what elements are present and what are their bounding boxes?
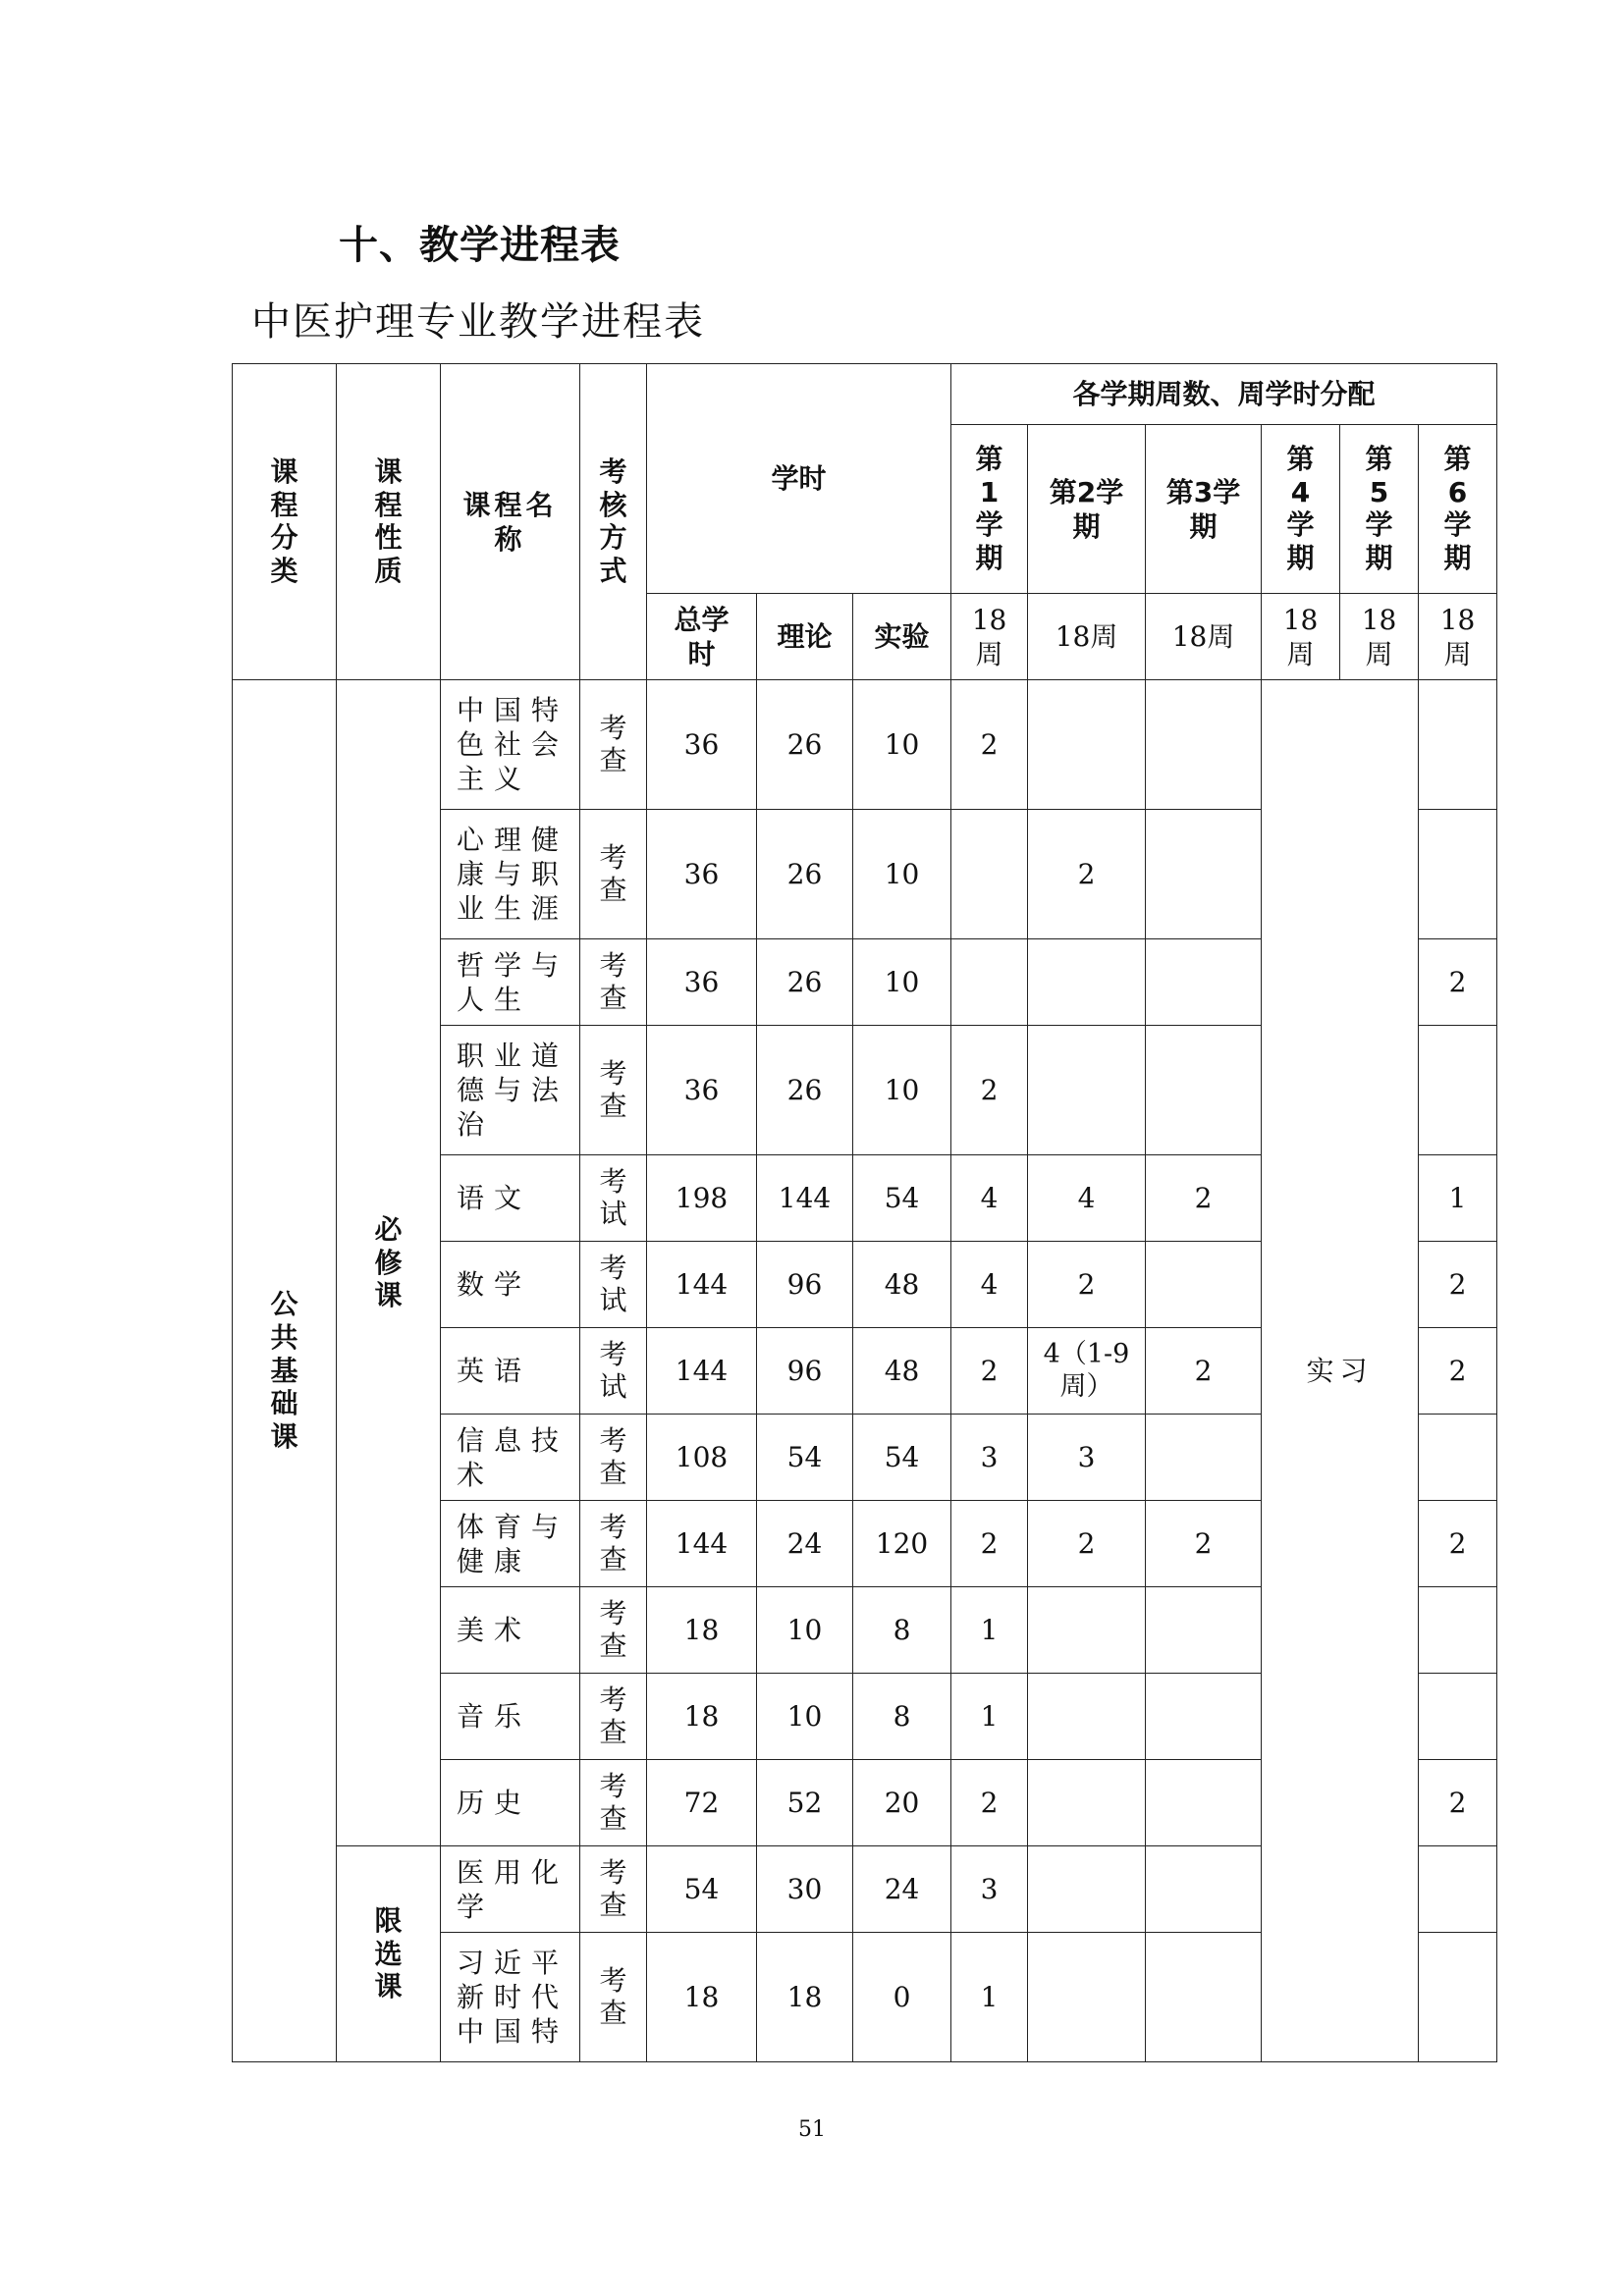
sem6-hours xyxy=(1419,1026,1497,1155)
sem6-hours: 2 xyxy=(1419,1501,1497,1587)
total-hours: 36 xyxy=(647,939,757,1026)
sem1-hours: 3 xyxy=(951,1415,1028,1501)
sem1-hours: 2 xyxy=(951,1760,1028,1846)
total-hours: 144 xyxy=(647,1328,757,1415)
sem3-hours xyxy=(1146,1760,1262,1846)
sem2-hours: 3 xyxy=(1028,1415,1146,1501)
category-cell: 公共基础课 xyxy=(233,680,337,2062)
experiment-hours: 10 xyxy=(853,1026,951,1155)
sem6-hours xyxy=(1419,810,1497,939)
exam-method: 考查 xyxy=(580,1415,647,1501)
sem6-hours: 2 xyxy=(1419,1760,1497,1846)
experiment-hours: 10 xyxy=(853,680,951,810)
sem3-hours xyxy=(1146,1415,1262,1501)
theory-hours: 30 xyxy=(757,1846,853,1933)
header-sem5: 第5学期 xyxy=(1340,425,1419,594)
header-sem6: 第6学期 xyxy=(1419,425,1497,594)
exam-method: 考查 xyxy=(580,1933,647,2062)
theory-hours: 10 xyxy=(757,1587,853,1674)
total-hours: 144 xyxy=(647,1501,757,1587)
theory-hours: 54 xyxy=(757,1415,853,1501)
theory-hours: 26 xyxy=(757,1026,853,1155)
header-sem1: 第1学期 xyxy=(951,425,1028,594)
theory-hours: 24 xyxy=(757,1501,853,1587)
course-name: 医用化学 xyxy=(441,1846,580,1933)
course-name: 哲学与人生 xyxy=(441,939,580,1026)
total-hours: 18 xyxy=(647,1587,757,1674)
course-name: 历史 xyxy=(441,1760,580,1846)
course-name: 信息技术 xyxy=(441,1415,580,1501)
total-hours: 18 xyxy=(647,1674,757,1760)
sem2-hours xyxy=(1028,1760,1146,1846)
page-number: 51 xyxy=(798,2117,826,2142)
table-title: 中医护理专业教学进程表 xyxy=(251,299,705,345)
sem6-hours xyxy=(1419,1933,1497,2062)
exam-method: 考查 xyxy=(580,1501,647,1587)
exam-method: 考查 xyxy=(580,1587,647,1674)
sem1-hours: 1 xyxy=(951,1674,1028,1760)
course-name: 语文 xyxy=(441,1155,580,1242)
sem1-hours xyxy=(951,939,1028,1026)
course-name: 职业道德与法治 xyxy=(441,1026,580,1155)
theory-hours: 144 xyxy=(757,1155,853,1242)
experiment-hours: 120 xyxy=(853,1501,951,1587)
sem3-hours xyxy=(1146,1587,1262,1674)
sem6-hours xyxy=(1419,1587,1497,1674)
sem6-hours: 2 xyxy=(1419,1328,1497,1415)
sem2-hours: 2 xyxy=(1028,1501,1146,1587)
sem2-hours: 2 xyxy=(1028,810,1146,939)
sem2-hours: 4 xyxy=(1028,1155,1146,1242)
total-hours: 36 xyxy=(647,810,757,939)
sem1-hours: 3 xyxy=(951,1846,1028,1933)
total-hours: 198 xyxy=(647,1155,757,1242)
experiment-hours: 54 xyxy=(853,1415,951,1501)
header-sem4-weeks: 18周 xyxy=(1262,594,1340,680)
experiment-hours: 48 xyxy=(853,1242,951,1328)
course-name: 中国特色社会主义 xyxy=(441,680,580,810)
sem1-hours: 4 xyxy=(951,1242,1028,1328)
nature-required-cell: 必修课 xyxy=(337,680,441,1846)
experiment-hours: 24 xyxy=(853,1846,951,1933)
sem3-hours xyxy=(1146,1846,1262,1933)
header-sem3: 第3学期 xyxy=(1146,425,1262,594)
total-hours: 54 xyxy=(647,1846,757,1933)
sem3-hours xyxy=(1146,1026,1262,1155)
sem3-hours xyxy=(1146,810,1262,939)
theory-hours: 18 xyxy=(757,1933,853,2062)
exam-method: 考试 xyxy=(580,1155,647,1242)
total-hours: 36 xyxy=(647,680,757,810)
sem2-hours: 2 xyxy=(1028,1242,1146,1328)
theory-hours: 26 xyxy=(757,680,853,810)
sem2-hours xyxy=(1028,1674,1146,1760)
course-name: 音乐 xyxy=(441,1674,580,1760)
course-name: 数学 xyxy=(441,1242,580,1328)
theory-hours: 52 xyxy=(757,1760,853,1846)
sem6-hours: 1 xyxy=(1419,1155,1497,1242)
sem3-hours xyxy=(1146,1933,1262,2062)
exam-method: 考查 xyxy=(580,680,647,810)
exam-method: 考查 xyxy=(580,1846,647,1933)
theory-hours: 26 xyxy=(757,810,853,939)
sem6-hours xyxy=(1419,1415,1497,1501)
sem2-hours xyxy=(1028,1026,1146,1155)
sem1-hours: 1 xyxy=(951,1933,1028,2062)
exam-method: 考查 xyxy=(580,1674,647,1760)
table-row xyxy=(233,680,1497,810)
header-sem3-weeks: 18周 xyxy=(1146,594,1262,680)
sem3-hours: 2 xyxy=(1146,1155,1262,1242)
exam-method: 考查 xyxy=(580,939,647,1026)
internship-cell: 实习 xyxy=(1262,680,1419,2062)
sem1-hours: 2 xyxy=(951,1026,1028,1155)
exam-method: 考查 xyxy=(580,810,647,939)
experiment-hours: 54 xyxy=(853,1155,951,1242)
course-name: 心理健康与职业生涯 xyxy=(441,810,580,939)
header-total-hours: 总学时 xyxy=(647,594,757,680)
header-sem1-weeks: 18周 xyxy=(951,594,1028,680)
header-theory: 理论 xyxy=(757,594,853,680)
sem6-hours xyxy=(1419,1674,1497,1760)
total-hours: 108 xyxy=(647,1415,757,1501)
sem1-hours xyxy=(951,810,1028,939)
header-course-name: 课程名称 xyxy=(441,364,580,680)
experiment-hours: 8 xyxy=(853,1587,951,1674)
sem6-hours: 2 xyxy=(1419,1242,1497,1328)
sem2-hours xyxy=(1028,680,1146,810)
experiment-hours: 8 xyxy=(853,1674,951,1760)
theory-hours: 96 xyxy=(757,1328,853,1415)
experiment-hours: 10 xyxy=(853,939,951,1026)
total-hours: 18 xyxy=(647,1933,757,2062)
header-sem5-weeks: 18周 xyxy=(1340,594,1419,680)
course-name: 英语 xyxy=(441,1328,580,1415)
course-name: 体育与健康 xyxy=(441,1501,580,1587)
header-sem2-weeks: 18周 xyxy=(1028,594,1146,680)
exam-method: 考查 xyxy=(580,1026,647,1155)
header-experiment: 实验 xyxy=(853,594,951,680)
exam-method: 考查 xyxy=(580,1760,647,1846)
sem2-hours xyxy=(1028,1587,1146,1674)
sem6-hours xyxy=(1419,680,1497,810)
sem1-hours: 4 xyxy=(951,1155,1028,1242)
exam-method: 考试 xyxy=(580,1328,647,1415)
course-name: 习近平新时代中国特 xyxy=(441,1933,580,2062)
total-hours: 36 xyxy=(647,1026,757,1155)
sem3-hours xyxy=(1146,1242,1262,1328)
experiment-hours: 20 xyxy=(853,1760,951,1846)
sem1-hours: 2 xyxy=(951,1328,1028,1415)
sem2-hours xyxy=(1028,1933,1146,2062)
sem2-hours xyxy=(1028,939,1146,1026)
header-category: 课程分类 xyxy=(233,364,337,680)
header-hours: 学时 xyxy=(647,364,951,594)
theory-hours: 10 xyxy=(757,1674,853,1760)
sem3-hours: 2 xyxy=(1146,1501,1262,1587)
sem2-hours: 4（1-9周） xyxy=(1028,1328,1146,1415)
sem1-hours: 2 xyxy=(951,1501,1028,1587)
header-exam-method: 考核方式 xyxy=(580,364,647,680)
section-title: 十、教学进程表 xyxy=(339,223,621,268)
header-sem2: 第2学期 xyxy=(1028,425,1146,594)
sem6-hours: 2 xyxy=(1419,939,1497,1026)
total-hours: 144 xyxy=(647,1242,757,1328)
sem6-hours xyxy=(1419,1846,1497,1933)
sem3-hours xyxy=(1146,939,1262,1026)
course-name: 美术 xyxy=(441,1587,580,1674)
header-sem4: 第4学期 xyxy=(1262,425,1340,594)
sem1-hours: 2 xyxy=(951,680,1028,810)
total-hours: 72 xyxy=(647,1760,757,1846)
experiment-hours: 48 xyxy=(853,1328,951,1415)
header-semester-group: 各学期周数、周学时分配 xyxy=(951,364,1497,425)
sem2-hours xyxy=(1028,1846,1146,1933)
experiment-hours: 10 xyxy=(853,810,951,939)
sem3-hours: 2 xyxy=(1146,1328,1262,1415)
sem3-hours xyxy=(1146,1674,1262,1760)
exam-method: 考试 xyxy=(580,1242,647,1328)
sem3-hours xyxy=(1146,680,1262,810)
experiment-hours: 0 xyxy=(853,1933,951,2062)
theory-hours: 96 xyxy=(757,1242,853,1328)
header-sem6-weeks: 18周 xyxy=(1419,594,1497,680)
nature-limited-cell: 限选课 xyxy=(337,1846,441,2062)
sem1-hours: 1 xyxy=(951,1587,1028,1674)
teaching-schedule-table xyxy=(232,363,1497,2062)
theory-hours: 26 xyxy=(757,939,853,1026)
header-nature: 课程性质 xyxy=(337,364,441,680)
